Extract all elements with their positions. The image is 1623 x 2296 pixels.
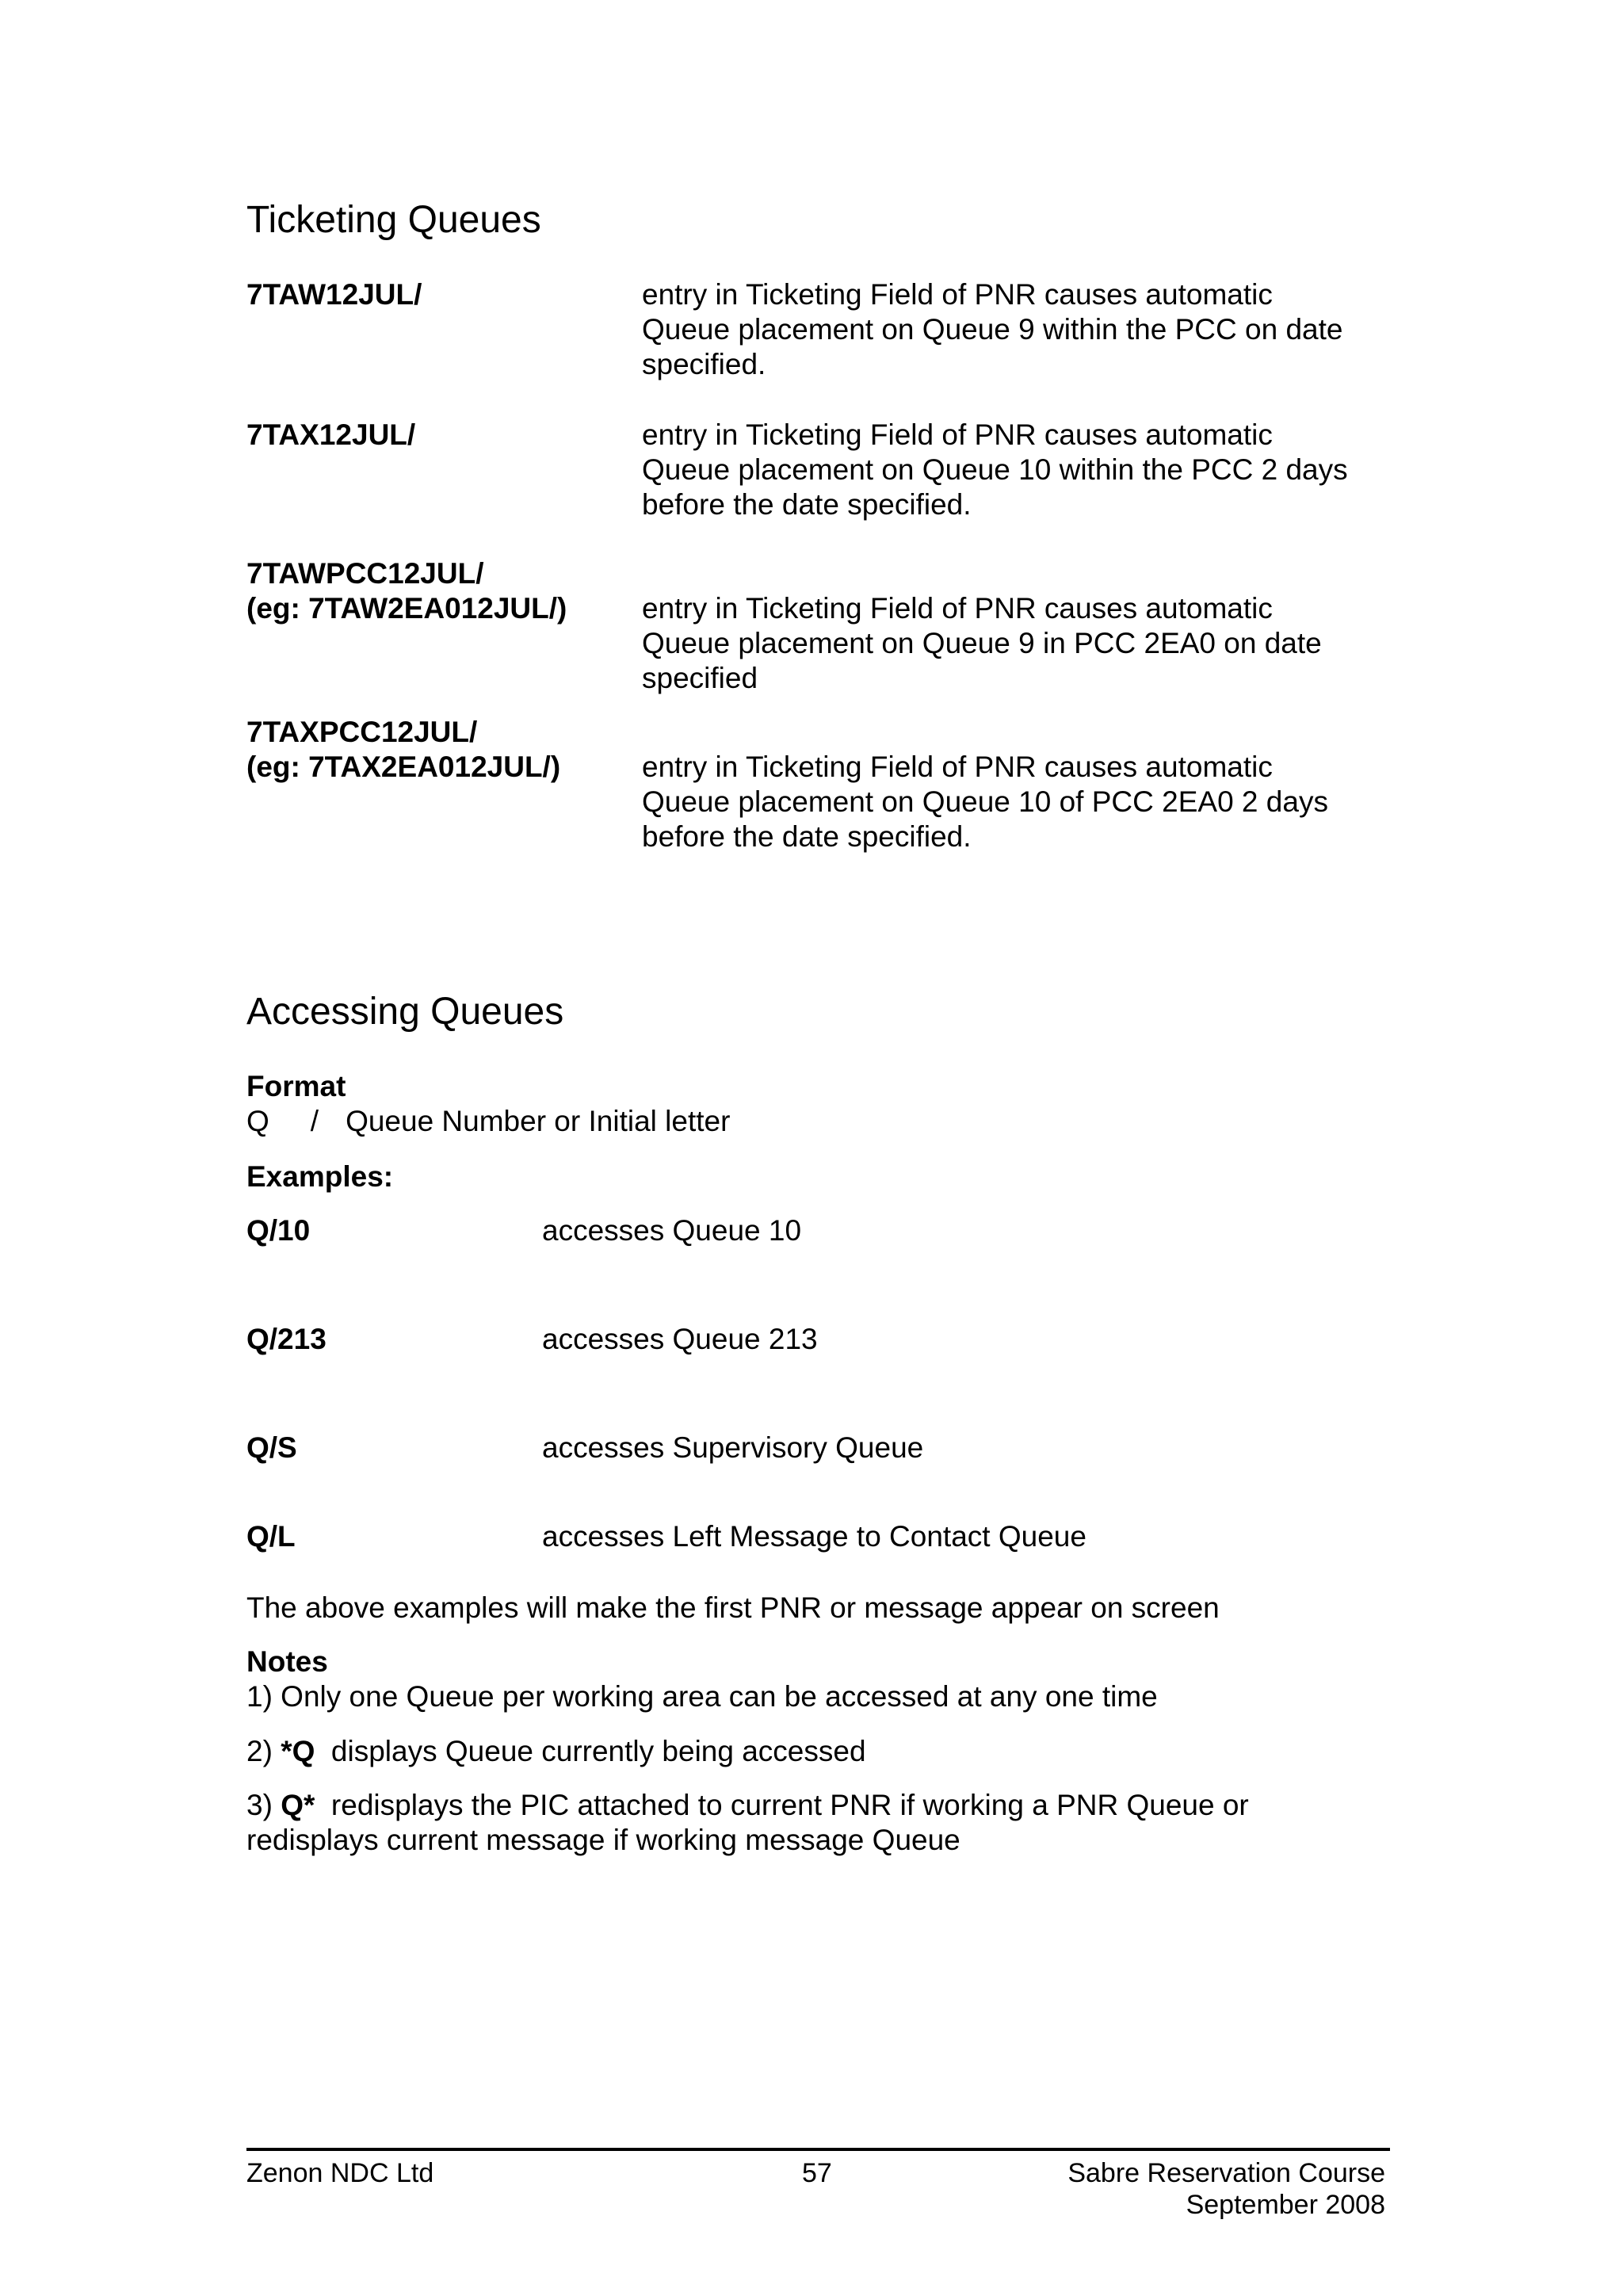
command-7taw12jul: 7TAW12JUL/	[246, 278, 422, 311]
ticketing-queues-heading: Ticketing Queues	[246, 199, 541, 241]
note-3	[246, 1788, 1249, 1823]
command-description	[642, 277, 1403, 382]
command-7tax12jul: 7TAX12JUL/	[246, 418, 416, 451]
description-line: Queue placement on Queue 10 within the PCC 2 days	[642, 453, 1348, 486]
note-1: 1) Only one Queue per working area can be accessed at any one time	[246, 1680, 1158, 1713]
command-description	[642, 750, 1403, 854]
format-description: Queue Number or Initial letter	[346, 1105, 731, 1137]
accessing-queues-heading: Accessing Queues	[246, 991, 564, 1033]
note-3-continuation: redisplays current message if working message Queue	[246, 1824, 960, 1856]
note-3-text: redisplays the PIC attached to current PNR if working a PNR Queue or	[315, 1789, 1249, 1821]
footer-course: Sabre Reservation Course	[1067, 2158, 1385, 2188]
example-command: Q/S	[246, 1431, 297, 1464]
example-description: accesses Queue 213	[542, 1323, 818, 1355]
description-line: before the date specified.	[642, 488, 972, 521]
description-line: entry in Ticketing Field of PNR causes automatic	[642, 418, 1273, 451]
description-line: Queue placement on Queue 9 in PCC 2EA0 on date	[642, 627, 1322, 659]
command-7taxpcc12jul: 7TAXPCC12JUL/	[246, 716, 478, 748]
command-description	[642, 591, 1403, 696]
note-2-text: displays Queue currently being accessed	[315, 1735, 866, 1767]
description-line: entry in Ticketing Field of PNR causes automatic	[642, 278, 1273, 311]
footer-page-number: 57	[802, 2158, 832, 2188]
note-2	[246, 1734, 866, 1769]
notes-label: Notes	[246, 1645, 328, 1678]
description-line: before the date specified.	[642, 820, 972, 853]
example-description: accesses Left Message to Contact Queue	[542, 1520, 1086, 1553]
example-description: accesses Supervisory Queue	[542, 1431, 924, 1464]
examples-summary: The above examples will make the first PNR or message appear on screen	[246, 1591, 1220, 1624]
command-example: (eg: 7TAW2EA012JUL/)	[246, 592, 567, 625]
description-line: entry in Ticketing Field of PNR causes automatic	[642, 592, 1273, 625]
description-line: entry in Ticketing Field of PNR causes automatic	[642, 751, 1273, 783]
footer-date: September 2008	[1186, 2190, 1385, 2220]
description-line: Queue placement on Queue 9 within the PCC on date	[642, 313, 1343, 346]
note-2-number: 2)	[246, 1735, 281, 1767]
footer-divider	[246, 2148, 1390, 2151]
command-example: (eg: 7TAX2EA012JUL/)	[246, 751, 561, 783]
format-slash: /	[310, 1105, 319, 1137]
example-description: accesses Queue 10	[542, 1214, 802, 1247]
format-line	[246, 1104, 730, 1139]
command-description	[642, 418, 1403, 522]
description-line: specified	[642, 662, 758, 694]
footer-company: Zenon NDC Ltd	[246, 2158, 434, 2188]
command-7tawpcc12jul: 7TAWPCC12JUL/	[246, 557, 484, 590]
description-line: Queue placement on Queue 10 of PCC 2EA0 2 days	[642, 785, 1328, 818]
examples-label: Examples:	[246, 1160, 394, 1193]
format-label: Format	[246, 1070, 346, 1102]
description-line: specified.	[642, 348, 766, 380]
note-3-command: Q*	[281, 1789, 315, 1821]
example-command: Q/L	[246, 1520, 296, 1553]
note-3-number: 3)	[246, 1789, 281, 1821]
example-command: Q/213	[246, 1323, 327, 1355]
format-q: Q	[246, 1105, 269, 1137]
note-2-command: *Q	[281, 1735, 315, 1767]
example-command: Q/10	[246, 1214, 311, 1247]
